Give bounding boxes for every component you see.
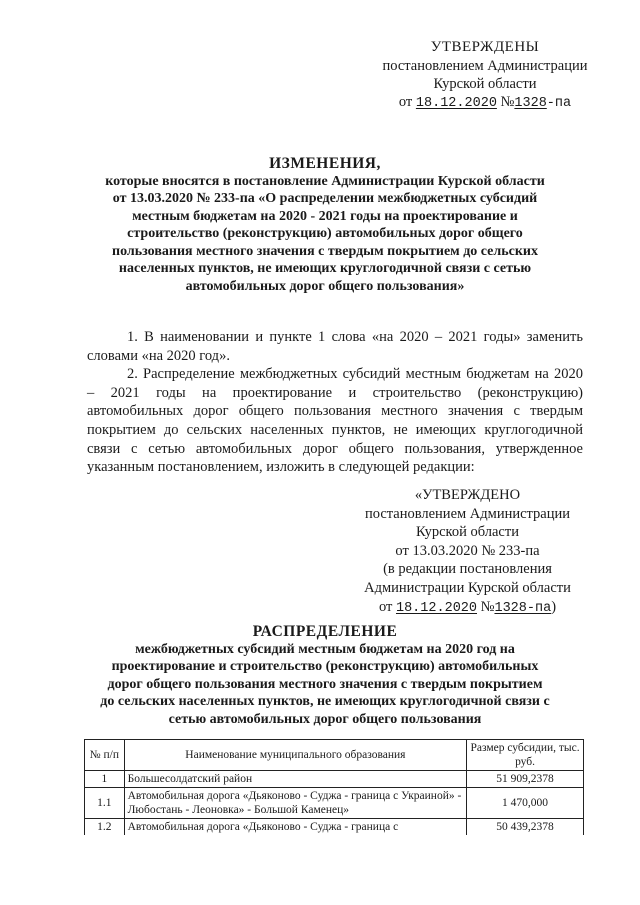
approval2-line-3: от 13.03.2020 № 233-па (395, 542, 540, 559)
approval2-line-2: Курской области (416, 524, 519, 541)
changes-title-line: которые вносятся в постановление Администрации Курской области (105, 173, 545, 189)
changes-title-line: автомобильных дорог общего пользования» (185, 278, 465, 294)
changes-title-line: населенных пунктов, не имеющих круглогодичной связи с сетью (118, 261, 532, 276)
approval2-number-sign: № (480, 598, 495, 615)
row-amount: 51 909,2378 (467, 771, 584, 788)
approval2-date: 18.12.2020 (395, 600, 477, 616)
paragraph-2: 2. Распределение межбюджетных субсидий местным бюджетам на 2020 – 2021 годы на проектирование и строительство (реконструкцию) автомобильных дорог общего пользования местного значения с твердым покрытием до сельских населенных пунктов, не имеющих круглогодичной связи с сетью автомобильных дорог общего пользования, утвержденное указанным постановлением, изложить в следующей редакции: (87, 366, 583, 476)
approval2-number: 1328-па (494, 600, 552, 616)
row-no: 1.2 (85, 819, 125, 836)
table-row (85, 771, 584, 788)
approval-block (360, 38, 610, 113)
distribution-line: сетью автомобильных дорог общего пользования (168, 711, 482, 727)
approval2-line-1: постановлением Администрации (364, 505, 571, 522)
approval2-line-5: Администрации Курской области (364, 579, 571, 596)
changes-title-line: местным бюджетам на 2020 - 2021 годы на проектирование и (132, 208, 518, 224)
changes-title (60, 155, 590, 295)
row-no: 1.1 (85, 788, 125, 819)
row-name: Автомобильная дорога «Дьяконово - Суджа - граница с Украиной» - Любостань - Леоновка» - Большой Каменец» (124, 788, 466, 819)
approval2-closing: ) (551, 598, 557, 615)
changes-title-line: пользования местного значения с твердым покрытием до сельских (112, 243, 538, 259)
distribution-heading: РАСПРЕДЕЛЕНИЕ (252, 623, 398, 640)
approval2-line-4: (в редакции постановления (383, 561, 552, 578)
changes-title-line: строительство (реконструкцию) автомобильных дорог общего (127, 226, 523, 241)
approval-line-1: постановлением Администрации (382, 58, 588, 74)
approval2-from: от (378, 598, 393, 615)
distribution-line: до сельских населенных пунктов, не имеющих круглогодичной связи с (100, 694, 550, 709)
paragraph-1: 1. В наименовании и пункте 1 слова «на 2020 – 2021 годы» заменить словами «на 2020 год». (87, 329, 583, 364)
distribution-line: дорог общего пользования местного значения с твердым покрытием (107, 676, 543, 692)
approval-number-suffix: -па (546, 96, 572, 111)
subsidy-table (84, 739, 584, 835)
row-amount: 1 470,000 (467, 788, 584, 819)
body-text (87, 328, 583, 477)
distribution-line: проектирование и строительство (реконструкцию) автомобильных (111, 659, 539, 674)
table-row (85, 788, 584, 819)
row-no: 1 (85, 771, 125, 788)
approval-date: 18.12.2020 (415, 96, 497, 111)
changes-heading: ИЗМЕНЕНИЯ, (269, 155, 381, 172)
row-amount: 50 439,2378 (467, 819, 584, 836)
approval-number-sign: № (500, 94, 515, 110)
approval2-heading: «УТВЕРЖДЕНО (414, 487, 521, 503)
approval-date-line (360, 93, 610, 113)
approval-line-2: Курской области (433, 76, 537, 92)
table-header-row (85, 740, 584, 771)
row-name: Автомобильная дорога «Дьяконово - Суджа - граница с (124, 819, 466, 836)
approval2-date-line (345, 598, 590, 619)
changes-title-line: от 13.03.2020 № 233-па «О распределении межбюджетных субсидий (112, 191, 538, 206)
distribution-title (60, 623, 590, 728)
row-name: Большесолдатский район (124, 771, 466, 788)
header-amount: Размер субсидии, тыс. руб. (467, 740, 584, 771)
table-row (85, 819, 584, 836)
approval-heading: УТВЕРЖДЕНЫ (430, 39, 540, 55)
approval2-block (345, 486, 590, 618)
header-name: Наименование муниципального образования (124, 740, 466, 771)
approval-number: 1328 (514, 96, 547, 111)
distribution-line: межбюджетных субсидий местным бюджетам на 2020 год на (135, 641, 515, 657)
header-no: № п/п (85, 740, 125, 771)
approval-from: от (398, 94, 413, 110)
